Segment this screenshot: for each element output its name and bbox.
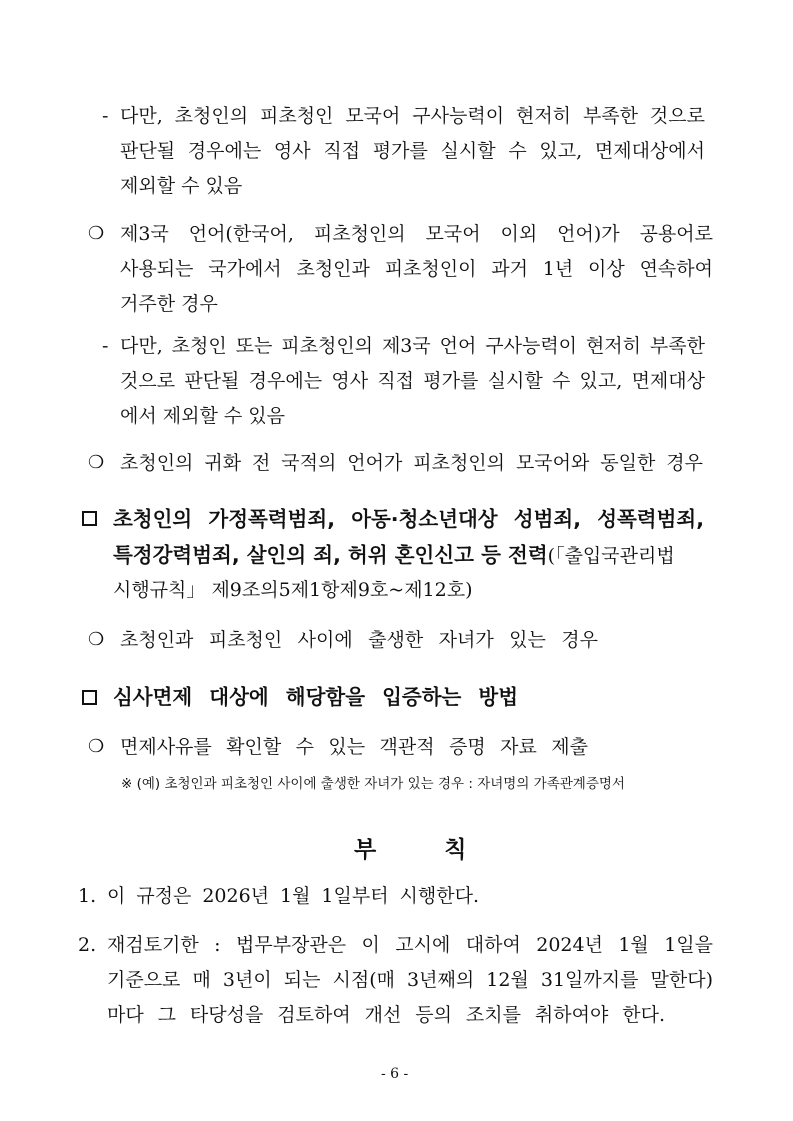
list-number: 2.	[78, 934, 97, 956]
circle-bullet-icon: ❍	[88, 452, 105, 473]
addendum-line: 이 규정은 2026년 1월 1일부터 시행한다.	[107, 885, 479, 907]
item-line: 거주한 경우	[120, 293, 218, 315]
circle-bullet-icon: ❍	[88, 736, 105, 757]
addendum-title: 부 칙	[354, 836, 497, 863]
section-heading: 초청인의 가정폭력범죄, 아동·청소년대상 성범죄, 성폭력범죄,	[113, 507, 704, 531]
note-line: 것으로 판단될 경우에는 영사 직접 평가를 실시할 수 있고, 면제대상	[120, 370, 705, 392]
list-number: 1.	[78, 885, 97, 907]
section-heading: 특정강력범죄, 살인의 죄, 허위 혼인신고 등 전력	[113, 543, 548, 567]
circle-bullet-icon: ❍	[88, 223, 105, 244]
note-line: 에서 제외할 수 있음	[120, 405, 285, 427]
item-line: 초청인의 귀화 전 국적의 언어가 피초청인의 모국어와 동일한 경우	[120, 452, 703, 474]
item-line: 면제사유를 확인할 수 있는 객관적 증명 자료 제출	[120, 736, 588, 758]
dash-marker: -	[102, 335, 109, 357]
item-line: 초청인과 피초청인 사이에 출생한 자녀가 있는 경우	[120, 629, 598, 651]
note-line: 다만, 초청인 또는 피초청인의 제3국 언어 구사능력이 현저히 부족한	[120, 335, 705, 357]
law-reference: (「출입국관리법	[547, 545, 675, 567]
section-heading-line2	[113, 542, 713, 568]
dash-marker: -	[102, 105, 109, 127]
checkbox-square-icon	[82, 690, 97, 709]
addendum-line: 기준으로 매 3년이 되는 시점(매 3년째의 12월 31일까지를 말한다)	[107, 969, 713, 991]
addendum-line: 마다 그 타당성을 검토하여 개선 등의 조치를 취하여야 한다.	[107, 1004, 665, 1026]
item-line: 사용되는 국가에서 초청인과 피초청인이 과거 1년 이상 연속하여	[120, 258, 713, 280]
item-line: 제3국 언어(한국어, 피초청인의 모국어 이외 언어)가 공용어로	[120, 223, 713, 245]
note-line: 다만, 초청인의 피초청인 모국어 구사능력이 현저히 부족한 것으로	[120, 105, 705, 127]
addendum-line: 재검토기한 : 법무부장관은 이 고시에 대하여 2024년 1월 1일을	[107, 934, 713, 956]
circle-bullet-icon: ❍	[88, 629, 105, 650]
example-note: ※ (예) 초청인과 피초청인 사이에 출생한 자녀가 있는 경우 : 자녀명의 가족관계증명서	[121, 776, 625, 792]
law-reference: 시행규칙」 제9조의5제1항제9호~제12호)	[113, 579, 473, 601]
section-heading: 심사면제 대상에 해당함을 입증하는 방법	[113, 685, 518, 709]
checkbox-square-icon	[82, 511, 97, 530]
page-number: - 6 -	[381, 1066, 409, 1082]
note-line: 판단될 경우에는 영사 직접 평가를 실시할 수 있고, 면제대상에서	[120, 140, 705, 162]
note-line: 제외할 수 있음	[120, 175, 243, 197]
